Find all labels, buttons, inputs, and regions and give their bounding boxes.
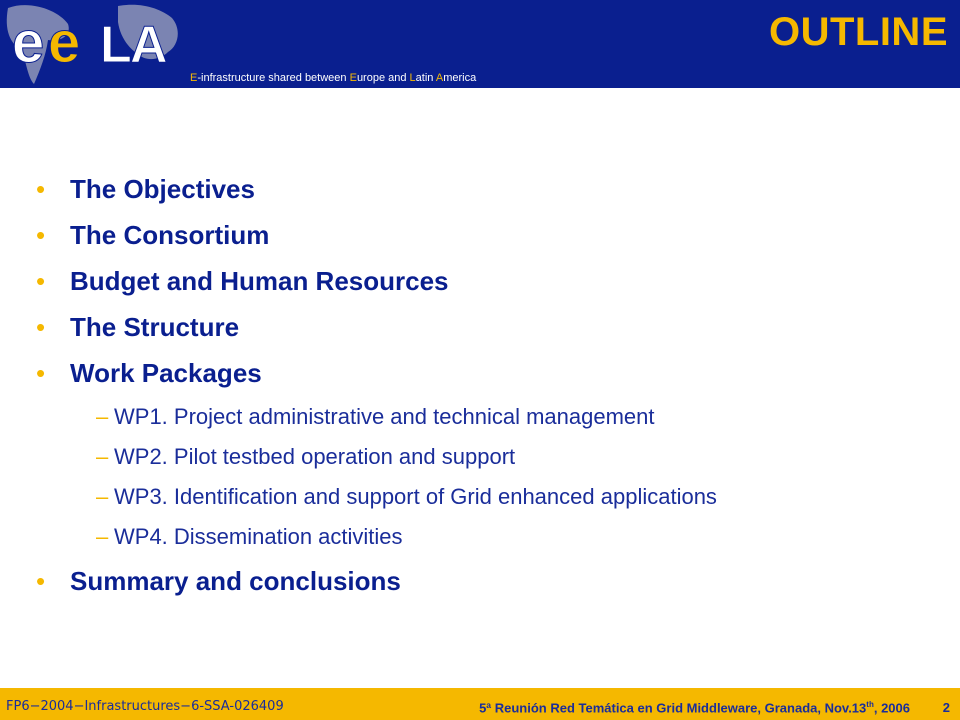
outline-item-label: The Objectives: [70, 174, 255, 204]
bullet-icon: •: [36, 566, 46, 596]
tagline: [190, 72, 476, 84]
tagline-text-1: -infrastructure shared between: [197, 72, 350, 84]
event-caption-sup: th: [866, 700, 874, 709]
outline-item-label: The Structure: [70, 312, 240, 342]
outline-item-consortium: [36, 220, 269, 251]
bullet-icon: •: [36, 174, 46, 204]
tagline-text-2: urope and: [356, 72, 410, 84]
eela-logo-graphic: [0, 0, 190, 88]
dash-icon: –: [96, 444, 109, 469]
outline-item-objectives: [36, 174, 255, 205]
work-package-item-wp4: [96, 524, 403, 550]
work-package-item-wp1: [96, 404, 654, 430]
bullet-icon: •: [36, 312, 46, 342]
outline-item-work-packages: [36, 358, 262, 389]
work-package-item-wp3: [96, 484, 717, 510]
tagline-letter-e1: E: [190, 72, 198, 84]
outline-item-label: Budget and Human Resources: [70, 266, 449, 296]
svg-text:e: e: [12, 10, 45, 75]
outline-item-summary: [36, 566, 401, 597]
dash-icon: –: [96, 524, 109, 549]
event-caption-prefix: 5ª Reunión Red Temática en Grid Middleware, Granada, Nov.13: [479, 700, 867, 716]
tagline-letter-e2: E: [349, 72, 357, 84]
bullet-icon: •: [36, 358, 46, 388]
work-package-item-wp2: [96, 444, 515, 470]
dash-icon: –: [96, 404, 109, 429]
work-package-label: WP1. Project administrative and technical management: [114, 404, 655, 429]
contract-number: FP6−2004−Infrastructures−6-SSA-026409: [6, 699, 284, 714]
tagline-letter-a: A: [435, 72, 444, 84]
outline-item-label: Summary and conclusions: [70, 566, 401, 596]
svg-text:A: A: [130, 16, 168, 74]
work-package-label: WP4. Dissemination activities: [114, 524, 403, 549]
tagline-letter-l: L: [409, 72, 416, 84]
outline-item-budget: [36, 266, 449, 297]
eela-logo: [0, 0, 190, 88]
outline-item-label: The Consortium: [70, 220, 270, 250]
slide-title: OUTLINE: [768, 10, 948, 54]
tagline-text-4: merica: [443, 72, 477, 84]
bullet-icon: •: [36, 266, 46, 296]
outline-item-structure: [36, 312, 239, 343]
svg-text:e: e: [48, 10, 81, 75]
work-package-label: WP3. Identification and support of Grid enhanced applications: [114, 484, 717, 509]
page-number: 2: [942, 700, 950, 715]
work-package-label: WP2. Pilot testbed operation and support: [114, 444, 516, 469]
bullet-icon: •: [36, 220, 46, 250]
svg-text:L: L: [100, 16, 132, 74]
event-caption-suffix: , 2006: [873, 700, 910, 716]
tagline-text-3: atin: [415, 72, 436, 84]
slide-footer: [0, 688, 960, 720]
event-caption: [479, 700, 910, 715]
dash-icon: –: [96, 484, 109, 509]
slide-header: [0, 0, 960, 88]
outline-item-label: Work Packages: [70, 358, 262, 388]
